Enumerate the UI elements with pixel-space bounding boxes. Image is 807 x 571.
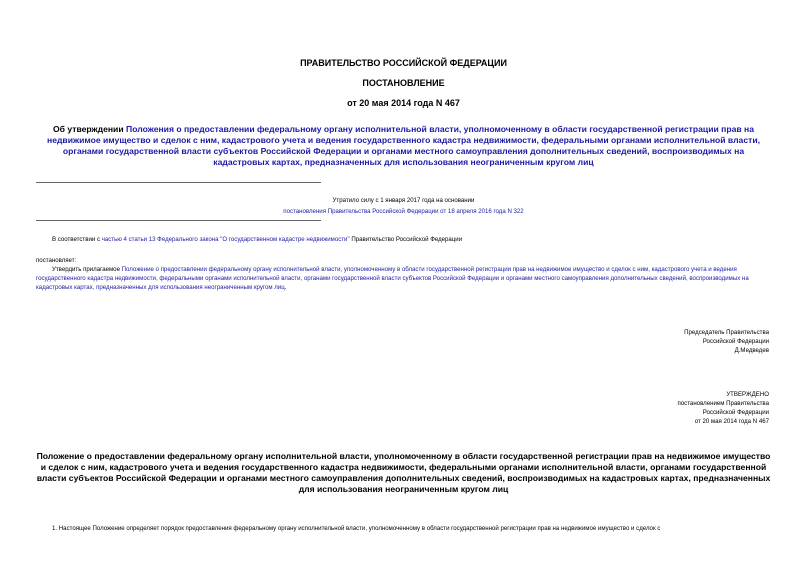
clause-1: 1. Настоящее Положение определяет порядок предоставления федеральному органу исполнительной власти, уполномоченному в области государственной регистрации прав на недвижимое имущество и сделок с bbox=[52, 525, 661, 532]
approve-suffix: . bbox=[284, 284, 287, 291]
expiry-notice-line1: Утратило силу с 1 января 2017 года на основании bbox=[332, 197, 475, 204]
preamble-prefix: В соответствии с bbox=[52, 236, 102, 243]
approved-label: УТВЕРЖДЕНО bbox=[726, 391, 769, 398]
approve-prefix: Утвердить прилагаемое bbox=[52, 266, 122, 273]
signature-block bbox=[569, 328, 769, 355]
date-number-heading: от 20 мая 2014 года N 467 bbox=[347, 98, 460, 108]
government-heading: ПРАВИТЕЛЬСТВО РОССИЙСКОЙ ФЕДЕРАЦИИ bbox=[300, 58, 507, 68]
title-prefix: Об утверждении bbox=[52, 124, 127, 134]
preamble-suffix: Правительство Российской Федерации bbox=[349, 236, 463, 243]
separator-rule bbox=[36, 220, 321, 221]
preamble-law-link[interactable]: частью 4 статьи 13 Федерального закона "О государственном кадастре недвижимости" bbox=[101, 236, 350, 243]
doc-type-heading: ПОСТАНОВЛЕНИЕ bbox=[362, 78, 445, 88]
approve-paragraph bbox=[36, 265, 771, 292]
title-link[interactable]: Положения о предоставлении федеральному органу исполнительной власти, уполномоченному в области государственной регистрации прав на недвижимое имущество и сделок с ним, кадастрового учета и ведения государственного кадастра недвижимости, федеральными органами исполнительной власти, органами государственной власти субъектов Российской Федерации и органами местного самоуправления дополнительных сведений, воспроизводимых на кадастровых картах, предназначенных для использования неограниченным кругом лиц bbox=[47, 124, 760, 167]
approved-date: от 20 мая 2014 года N 467 bbox=[694, 418, 769, 425]
preamble-paragraph bbox=[36, 235, 771, 244]
signature-country: Российской Федерации bbox=[702, 338, 769, 345]
expiry-notice-link[interactable]: постановления Правительства Российской Федерации от 18 апреля 2016 года N 322 bbox=[283, 208, 524, 215]
approved-block bbox=[569, 390, 769, 426]
position-title: Положение о предоставлении федеральному органу исполнительной власти, уполномоченному в области государственной регистрации прав на недвижимое имущество и сделок с ним, кадастрового учета и ведения государственного кадастра недвижимости, федеральными органами исполнительной власти, органами государственной власти субъектов Российской Федерации и органами местного самоуправления дополнительных сведений, воспроизводимых на кадастровых картах, предназначенных для использования неограниченным кругом лиц bbox=[36, 451, 771, 494]
postanovlyaet-text: постановляет: bbox=[36, 257, 77, 264]
approve-position-link[interactable]: Положение о предоставлении федеральному органу исполнительной власти, уполномоченному в области государственной регистрации прав на недвижимое имущество и сделок с ним, кадастрового учета и ведения государственного кадастра недвижимости, федеральными органами исполнительной власти, органами государственной власти субъектов Российской Федерации и органами местного самоуправления дополнительных сведений, воспроизводимых на кадастровых картах, предназначенных для использования неограниченным кругом лиц bbox=[36, 266, 749, 291]
separator-rule bbox=[36, 182, 321, 183]
signature-title: Председатель Правительства bbox=[684, 329, 769, 336]
approved-by: постановлением Правительства bbox=[677, 400, 769, 407]
signature-name: Д.Медведев bbox=[734, 347, 769, 354]
approved-country: Российской Федерации bbox=[702, 409, 769, 416]
document-title bbox=[36, 124, 771, 168]
